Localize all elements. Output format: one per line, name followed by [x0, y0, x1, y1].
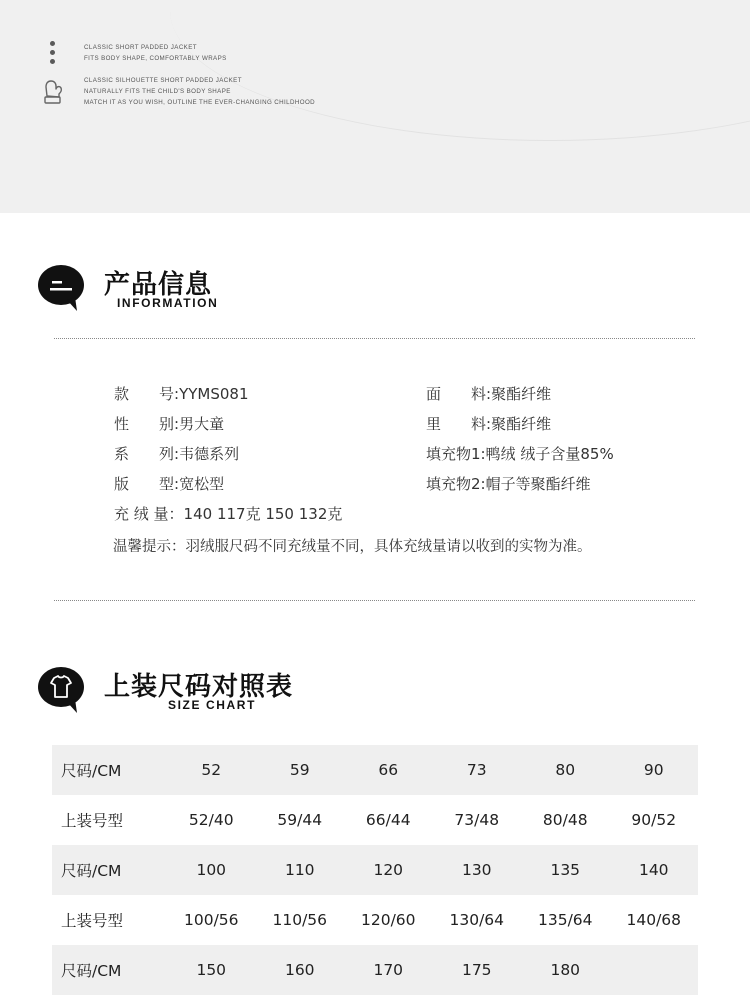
table-cell: 80/48 — [542, 811, 588, 829]
table-cell: 上装号型 — [61, 812, 124, 830]
banner-text-line: FITS BODY SHAPE, COMFORTABLY WRAPS — [84, 55, 227, 62]
table-cell: 尺码/CM — [52, 745, 167, 795]
table-cell: 90 — [610, 745, 699, 795]
table-row — [52, 845, 698, 895]
banner-text-line: CLASSIC SHORT PADDED JACKET — [84, 44, 197, 51]
info-row-fit — [114, 474, 224, 494]
table-cell: 110 — [256, 845, 345, 895]
info-value: 鸭绒 绒子含量85% — [485, 445, 614, 463]
size-chart-table — [52, 745, 698, 995]
product-info-subtitle: INFORMATION — [117, 296, 219, 310]
table-cell: 59/44 — [277, 811, 323, 829]
table-row — [52, 795, 698, 845]
table-cell: 110/56 — [272, 911, 328, 929]
table-cell — [610, 945, 699, 995]
table-cell: 上装号型 — [61, 912, 124, 930]
table-cell: 66/44 — [365, 811, 411, 829]
tshirt-bubble-icon — [37, 666, 87, 714]
table-cell: 135 — [521, 845, 610, 895]
table-cell: 170 — [344, 945, 433, 995]
table-cell: 52 — [167, 745, 256, 795]
banner-text-line: NATURALLY FITS THE CHILD'S BODY SHAPE — [84, 88, 231, 95]
table-cell: 尺码/CM — [52, 845, 167, 895]
info-row-fill-amount — [114, 504, 342, 524]
info-row-series — [114, 444, 239, 464]
info-label: 性 别: — [114, 415, 180, 433]
info-label: 系 列: — [114, 445, 180, 463]
banner-arc-decoration — [170, 0, 750, 141]
divider — [54, 600, 695, 601]
info-row-filling-2 — [426, 474, 591, 494]
banner-text-line: MATCH IT AS YOU WISH, OUTLINE THE EVER-CHANGING CHILDHOOD — [84, 99, 316, 106]
table-cell: 175 — [433, 945, 522, 995]
table-cell: 140 — [610, 845, 699, 895]
info-value: 聚酯纤维 — [491, 385, 552, 403]
table-cell: 160 — [256, 945, 345, 995]
info-value: 聚酯纤维 — [491, 415, 552, 433]
table-cell: 73/48 — [454, 811, 500, 829]
table-cell: 100 — [167, 845, 256, 895]
product-info-title: 产品信息 — [104, 270, 213, 300]
info-label: 版 型: — [114, 475, 180, 493]
mitten-icon — [41, 78, 67, 106]
info-row-fabric — [426, 384, 551, 404]
info-label: 里 料: — [426, 415, 492, 433]
top-banner — [0, 0, 750, 213]
info-label: 款 号: — [114, 385, 180, 403]
table-row — [52, 895, 698, 945]
banner-text-line: CLASSIC SILHOUETTE SHORT PADDED JACKET — [84, 77, 242, 84]
table-cell: 150 — [167, 945, 256, 995]
info-row-style-no — [114, 384, 248, 404]
info-row-filling-1 — [426, 444, 614, 464]
table-cell: 66 — [344, 745, 433, 795]
table-cell: 135/64 — [537, 911, 593, 929]
info-value: 140 117克 150 132克 — [183, 505, 343, 523]
table-cell: 120/60 — [360, 911, 416, 929]
dots-icon — [49, 41, 57, 68]
table-cell: 尺码/CM — [52, 945, 167, 995]
table-cell: 180 — [521, 945, 610, 995]
table-row — [52, 945, 698, 995]
table-cell: 90/52 — [631, 811, 677, 829]
divider — [54, 338, 695, 339]
table-cell: 59 — [256, 745, 345, 795]
speech-bubble-icon — [37, 264, 87, 312]
info-value: 宽松型 — [179, 475, 225, 493]
size-chart-title: 上装尺码对照表 — [104, 672, 294, 702]
info-value: 韦德系列 — [179, 445, 240, 463]
table-cell: 140/68 — [626, 911, 682, 929]
info-row-lining — [426, 414, 551, 434]
size-chart-subtitle: SIZE CHART — [168, 698, 256, 712]
table-cell: 130/64 — [449, 911, 505, 929]
info-label: 面 料: — [426, 385, 492, 403]
info-label: 充 绒 量： — [114, 505, 184, 523]
table-cell: 80 — [521, 745, 610, 795]
table-cell: 52/40 — [188, 811, 234, 829]
table-cell: 73 — [433, 745, 522, 795]
info-value: 帽子等聚酯纤维 — [485, 475, 591, 493]
table-row — [52, 745, 698, 795]
table-cell: 120 — [344, 845, 433, 895]
warm-tip-note: 温馨提示：羽绒服尺码不同充绒量不同，具体充绒量请以收到的实物为准。 — [113, 539, 592, 555]
info-value: YYMS081 — [179, 385, 249, 403]
info-label: 填充物1: — [426, 445, 486, 463]
table-cell: 100/56 — [183, 911, 239, 929]
table-cell: 130 — [433, 845, 522, 895]
info-value: 男大童 — [179, 415, 225, 433]
info-label: 填充物2: — [426, 475, 486, 493]
info-row-gender — [114, 414, 224, 434]
